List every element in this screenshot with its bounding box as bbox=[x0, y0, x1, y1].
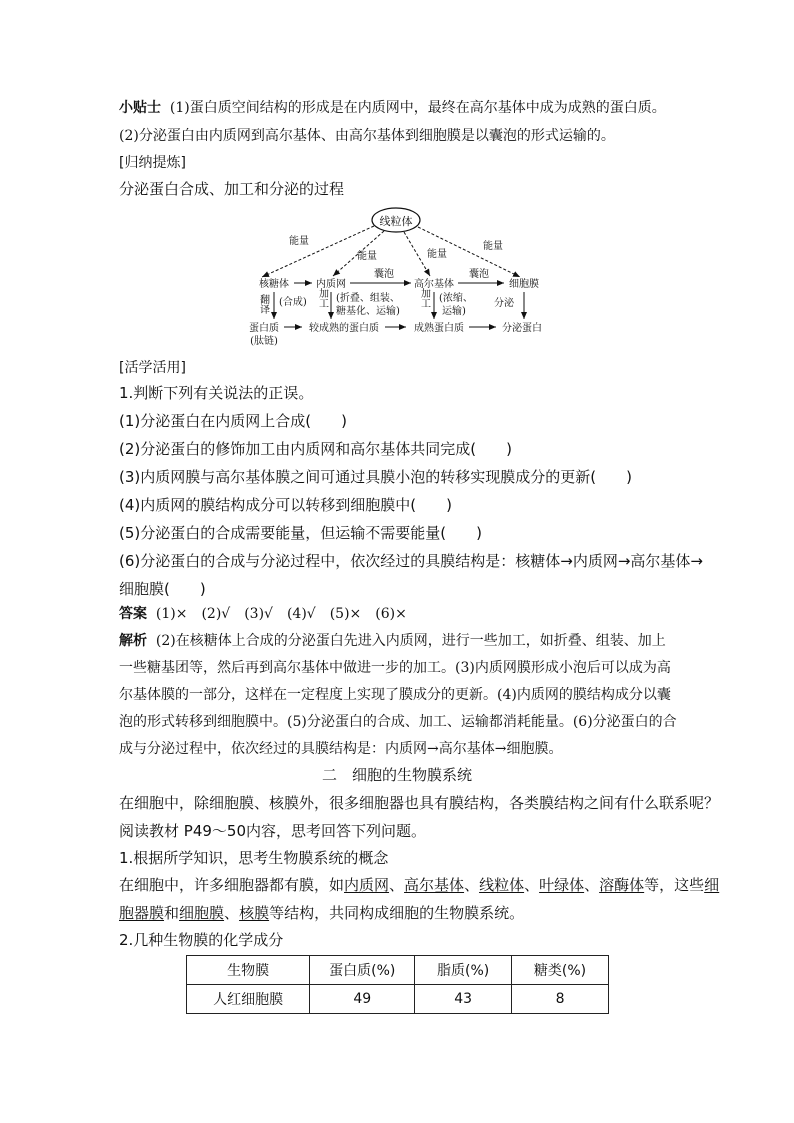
answer-label: 答案 bbox=[119, 606, 147, 622]
mitochondria-label: 线粒体 bbox=[379, 215, 413, 228]
energy-label-3: 能量 bbox=[427, 249, 447, 260]
secretion-process-diagram bbox=[0, 200, 794, 350]
table-cell: 8 bbox=[512, 985, 609, 1014]
node-ribosome: 核糖体 bbox=[259, 279, 289, 290]
product-mature: 成熟蛋白质 bbox=[414, 323, 464, 334]
practice-item: (6)分泌蛋白的合成与分泌过程中，依次经过的具膜结构是：核糖体→内质网→高尔基体→ bbox=[119, 552, 703, 570]
synthesis-note: (合成) bbox=[279, 297, 307, 308]
table-row bbox=[187, 985, 609, 1014]
section-question-1: 1.根据所学知识，思考生物膜系统的概念 bbox=[119, 849, 389, 867]
table-header: 脂质(%) bbox=[415, 956, 512, 985]
product-peptide-note: (肽链) bbox=[250, 336, 278, 347]
node-membrane: 细胞膜 bbox=[509, 279, 539, 290]
tip-line-2: (2)分泌蛋白由内质网到高尔基体、由高尔基体到细胞膜是以囊泡的形式运输的。 bbox=[119, 128, 615, 144]
table-header: 蛋白质(%) bbox=[310, 956, 415, 985]
blank-mitochondria: 线粒体 bbox=[479, 876, 525, 894]
section-title: 二 细胞的生物膜系统 bbox=[321, 766, 472, 784]
table-header: 糖类(%) bbox=[512, 956, 609, 985]
table-header: 生物膜 bbox=[187, 956, 310, 985]
product-protein: 蛋白质 bbox=[249, 323, 279, 334]
explain-label: 解析 bbox=[119, 633, 147, 649]
product-secreted: 分泌蛋白 bbox=[502, 323, 542, 334]
explain-text-1: (2)在核糖体上合成的分泌蛋白先进入内质网，进行一些加工，如折叠、组装、加上 bbox=[155, 633, 666, 649]
explain-line: 一些糖基团等，然后再到高尔基体中做进一步的加工。(3)内质网膜形成小泡后可以成为高 bbox=[119, 660, 671, 676]
node-er: 内质网 bbox=[316, 279, 346, 290]
energy-label-4: 能量 bbox=[483, 241, 503, 252]
blank-organelle-membrane: 胞器膜 bbox=[119, 904, 165, 922]
golgi-note-1: (浓缩、 bbox=[439, 293, 473, 304]
table-cell: 49 bbox=[310, 985, 415, 1014]
blank-nuclear-membrane: 核膜 bbox=[239, 904, 270, 922]
er-process-label: 加工 bbox=[316, 288, 328, 308]
sep: 、 bbox=[464, 876, 480, 894]
practice-item: 细胞膜( ) bbox=[119, 580, 206, 598]
answer-line bbox=[119, 603, 407, 623]
golgi-process-label: 加工 bbox=[418, 288, 430, 308]
sep: 、 bbox=[524, 876, 540, 894]
explain-line: 尔基体膜的一部分，这样在一定程度上实现了膜成分的更新。(4)内质网的膜结构成分以囊 bbox=[119, 687, 671, 703]
translate-label: 翻译 bbox=[257, 294, 269, 314]
blank-er: 内质网 bbox=[344, 876, 390, 894]
concept-text: 等结构，共同构成细胞的生物膜系统。 bbox=[269, 904, 525, 922]
sep: 、 bbox=[224, 904, 240, 922]
concept-text: 和 bbox=[164, 904, 180, 922]
summary-heading: [归纳提炼] bbox=[119, 155, 186, 171]
practice-heading: [活学活用] bbox=[119, 360, 186, 376]
product-semi-mature: 较成熟的蛋白质 bbox=[309, 323, 379, 334]
concept-line-2 bbox=[119, 902, 524, 923]
tip-line-1 bbox=[119, 97, 666, 117]
practice-question-1: 1.判断下列有关说法的正误。 bbox=[119, 384, 314, 402]
energy-label-2: 能量 bbox=[357, 251, 377, 262]
er-note-2: 糖基化、运输) bbox=[336, 306, 400, 317]
golgi-note-2: 运输) bbox=[442, 306, 466, 317]
membrane-composition-table bbox=[186, 955, 609, 1014]
er-note-1: (折叠、组装、 bbox=[336, 293, 400, 304]
practice-item: (4)内质网的膜结构成分可以转移到细胞膜中( ) bbox=[119, 496, 452, 514]
secretion-label: 分泌 bbox=[494, 298, 514, 309]
practice-item: (1)分泌蛋白在内质网上合成( ) bbox=[119, 412, 347, 430]
concept-text: 在细胞中，许多细胞器都有膜，如 bbox=[119, 876, 345, 894]
summary-subtitle: 分泌蛋白合成、加工和分泌的过程 bbox=[119, 180, 345, 198]
practice-item: (3)内质网膜与高尔基体膜之间可通过具膜小泡的转移实现膜成分的更新( ) bbox=[119, 468, 632, 486]
answer-text: (1)× (2)√ (3)√ (4)√ (5)× (6)× bbox=[155, 606, 407, 622]
blank-organelle-membrane: 细 bbox=[704, 876, 720, 894]
blank-cell-membrane: 细胞膜 bbox=[179, 904, 225, 922]
concept-text: 等，这些 bbox=[644, 876, 705, 894]
tip-label: 小贴士 bbox=[119, 100, 161, 116]
practice-item: (2)分泌蛋白的修饰加工由内质网和高尔基体共同完成( ) bbox=[119, 440, 512, 458]
table-header-row bbox=[187, 956, 609, 985]
blank-chloroplast: 叶绿体 bbox=[539, 876, 585, 894]
node-golgi: 高尔基体 bbox=[414, 279, 454, 290]
sep: 、 bbox=[389, 876, 405, 894]
energy-label-1: 能量 bbox=[289, 236, 309, 247]
concept-line-1 bbox=[119, 874, 719, 895]
explain-line: 泡的形式转移到细胞膜中。(5)分泌蛋白的合成、加工、运输都消耗能量。(6)分泌蛋白的合 bbox=[119, 714, 677, 730]
explain-line-1 bbox=[119, 630, 666, 650]
section-question-2: 2.几种生物膜的化学成分 bbox=[119, 931, 284, 949]
vesicle-label-2: 囊泡 bbox=[469, 269, 489, 280]
practice-item: (5)分泌蛋白的合成需要能量，但运输不需要能量( ) bbox=[119, 524, 482, 542]
table-cell: 人红细胞膜 bbox=[187, 985, 310, 1014]
table-cell: 43 bbox=[415, 985, 512, 1014]
explain-line: 成与分泌过程中，依次经过的具膜结构是：内质网→高尔基体→细胞膜。 bbox=[119, 741, 563, 757]
sep: 、 bbox=[584, 876, 600, 894]
tip-text-1: (1)蛋白质空间结构的形成是在内质网中，最终在高尔基体中成为成熟的蛋白质。 bbox=[169, 100, 666, 116]
section-intro-2: 阅读教材 P49～50内容，思考回答下列问题。 bbox=[119, 822, 426, 840]
blank-lysosome: 溶酶体 bbox=[599, 876, 645, 894]
section-intro-1: 在细胞中，除细胞膜、核膜外，很多细胞器也具有膜结构，各类膜结构之间有什么联系呢？ bbox=[119, 794, 720, 812]
blank-golgi: 高尔基体 bbox=[404, 876, 465, 894]
vesicle-label-1: 囊泡 bbox=[374, 269, 394, 280]
